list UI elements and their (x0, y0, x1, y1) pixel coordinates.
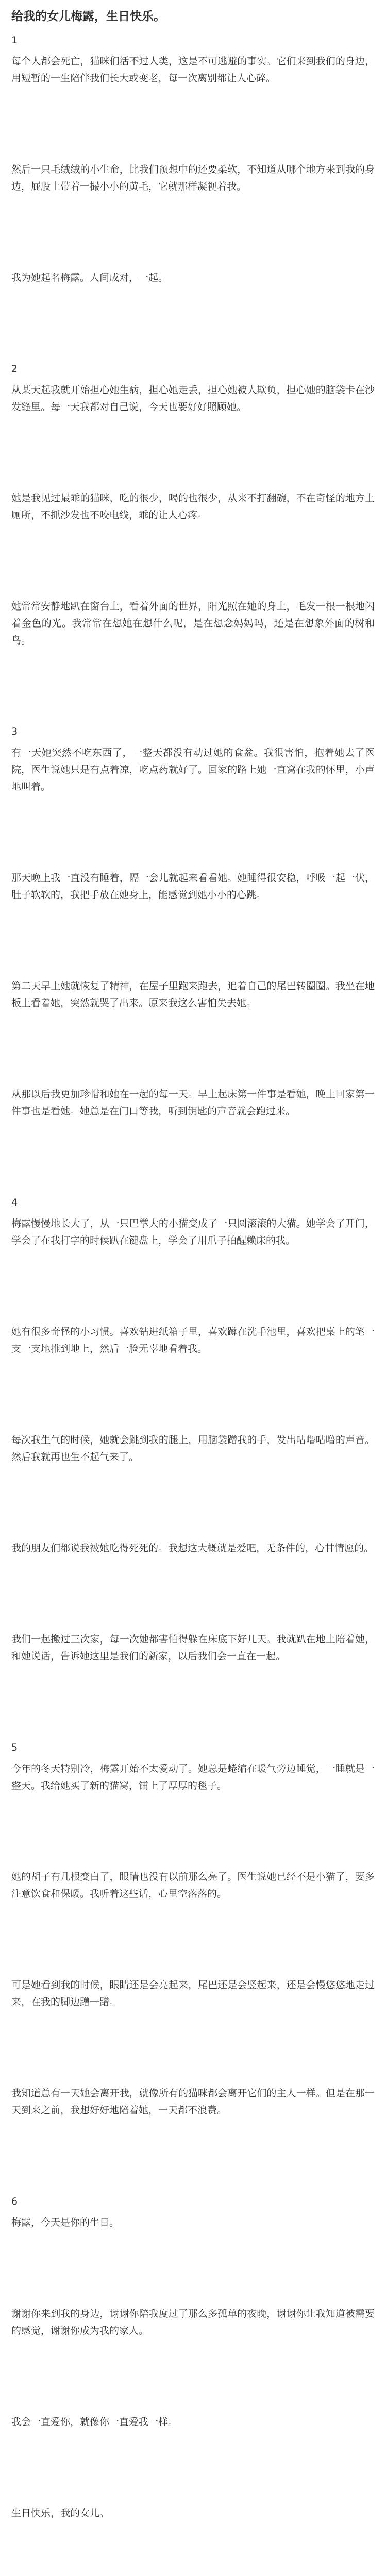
section-paragraph: 谢谢你来到我的身边，谢谢你陪我度过了那么多孤单的夜晚，谢谢你让我知道被需要的感觉，谢谢你成为我的家人。 (11, 2308, 375, 2336)
article-title: 给我的女儿梅露，生日快乐。 (11, 10, 165, 23)
section-number: 1 (11, 35, 18, 46)
section-number: 6 (11, 2196, 18, 2207)
section-paragraph: 她有很多奇怪的小习惯。喜欢钻进纸箱子里，喜欢蹲在洗手池里，喜欢把桌上的笔一支一支地推到地上，然后一脸无辜地看着我。 (11, 1326, 375, 1354)
section-paragraph: 从某天起我就开始担心她生病，担心她走丢，担心她被人欺负，担心她的脑袋卡在沙发缝里。每一天我都对自己说，今天也要好好照顾她。 (11, 384, 375, 413)
section-paragraph: 我知道总有一天她会离开我，就像所有的猫咪都会离开它们的主人一样。但是在那一天到来之前，我想好好地陪着她，一天都不浪费。 (11, 2088, 375, 2116)
section-paragraph: 生日快乐，我的女儿。 (11, 2507, 110, 2519)
section-paragraph: 那天晚上我一直没有睡着，隔一会儿就起来看看她。她睡得很安稳，呼吸一起一伏，肚子软软的，我把手放在她身上，能感觉到她小小的心跳。 (11, 872, 375, 901)
section-paragraph: 从那以后我更加珍惜和她在一起的每一天。早上起床第一件事是看她，晚上回家第一件事也是看她。她总是在门口等我，听到钥匙的声音就会跑过来。 (11, 1089, 375, 1117)
section-paragraph: 梅露，今天是你的生日。 (11, 2217, 120, 2228)
section-number: 2 (11, 363, 18, 375)
section-paragraph: 每次我生气的时候，她就会跳到我的腿上，用脑袋蹭我的手，发出咕噜咕噜的声音。然后我就再也生不起气来了。 (11, 1434, 375, 1463)
section-number: 5 (11, 1742, 18, 1753)
section-paragraph: 然后一只毛绒绒的小生命，比我们预想中的还要柔软，不知道从哪个地方来到我的身边，屁股上带着一撮小小的黄毛，它就那样凝视着我。 (11, 164, 375, 192)
section-paragraph: 今年的冬天特别冷，梅露开始不太爱动了。她总是蜷缩在暖气旁边睡觉，一睡就是一整天。我给她买了新的猫窝，铺上了厚厚的毯子。 (11, 1763, 375, 1791)
section-paragraph: 我的朋友们都说我被她吃得死死的。我想这大概就是爱吧，无条件的，心甘情愿的。 (11, 1543, 374, 1554)
section-number: 3 (11, 726, 18, 737)
section-paragraph: 她常常安静地趴在窗台上，看着外面的世界，阳光照在她的身上，毛发一根一根地闪着金色的光。我常常在想她在想什么呢，是在想念妈妈吗，还是在想象外面的树和鸟。 (11, 601, 375, 646)
section-paragraph: 可是她看到我的时候，眼睛还是会亮起来，尾巴还是会竖起来，还是会慢悠悠地走过来，在我的脚边蹭一蹭。 (11, 1979, 375, 2008)
section-paragraph: 有一天她突然不吃东西了，一整天都没有动过她的食盆。我很害怕，抱着她去了医院，医生说她只是有点着凉，吃点药就好了。回家的路上她一直窝在我的怀里，小声地叫着。 (11, 747, 375, 792)
article-body (11, 32, 375, 2576)
section-paragraph: 梅露慢慢地长大了，从一只巴掌大的小猫变成了一只圆滚滚的大猫。她学会了开门，学会了在我打字的时候趴在键盘上，学会了用爪子拍醒赖床的我。 (11, 1218, 375, 1246)
section-paragraph: 每个人都会死亡，猫咪们活不过人类，这是不可逃避的事实。它们来到我们的身边，用短暂的一生陪伴我们长大或变老，每一次离别都让人心碎。 (11, 56, 375, 84)
section-paragraph: 我们一起搬过三次家，每一次她都害怕得躲在床底下好几天。我就趴在地上陪着她，和她说话，告诉她这里是我们的新家，以后我们会一直在一起。 (11, 1634, 375, 1662)
section-number: 4 (11, 1197, 18, 1208)
section-paragraph: 第二天早上她就恢复了精神，在屋子里跑来跑去，追着自己的尾巴转圈圈。我坐在地板上看着她，突然就哭了出来。原来我这么害怕失去她。 (11, 980, 375, 1009)
section-paragraph: 她是我见过最乖的猫咪，吃的很少，喝的也很少，从来不打翻碗，不在奇怪的地方上厕所，不抓沙发也不咬电线，乖的让人心疼。 (11, 493, 375, 521)
section-paragraph: 我会一直爱你，就像你一直爱我一样。 (11, 2416, 178, 2428)
section-paragraph: 我为她起名梅露。人间成对，一起。 (11, 272, 169, 283)
section-paragraph: 她的胡子有几根变白了，眼睛也没有以前那么亮了。医生说她已经不是小猫了，要多注意饮食和保暖。我听着这些话，心里空落落的。 (11, 1871, 375, 1900)
